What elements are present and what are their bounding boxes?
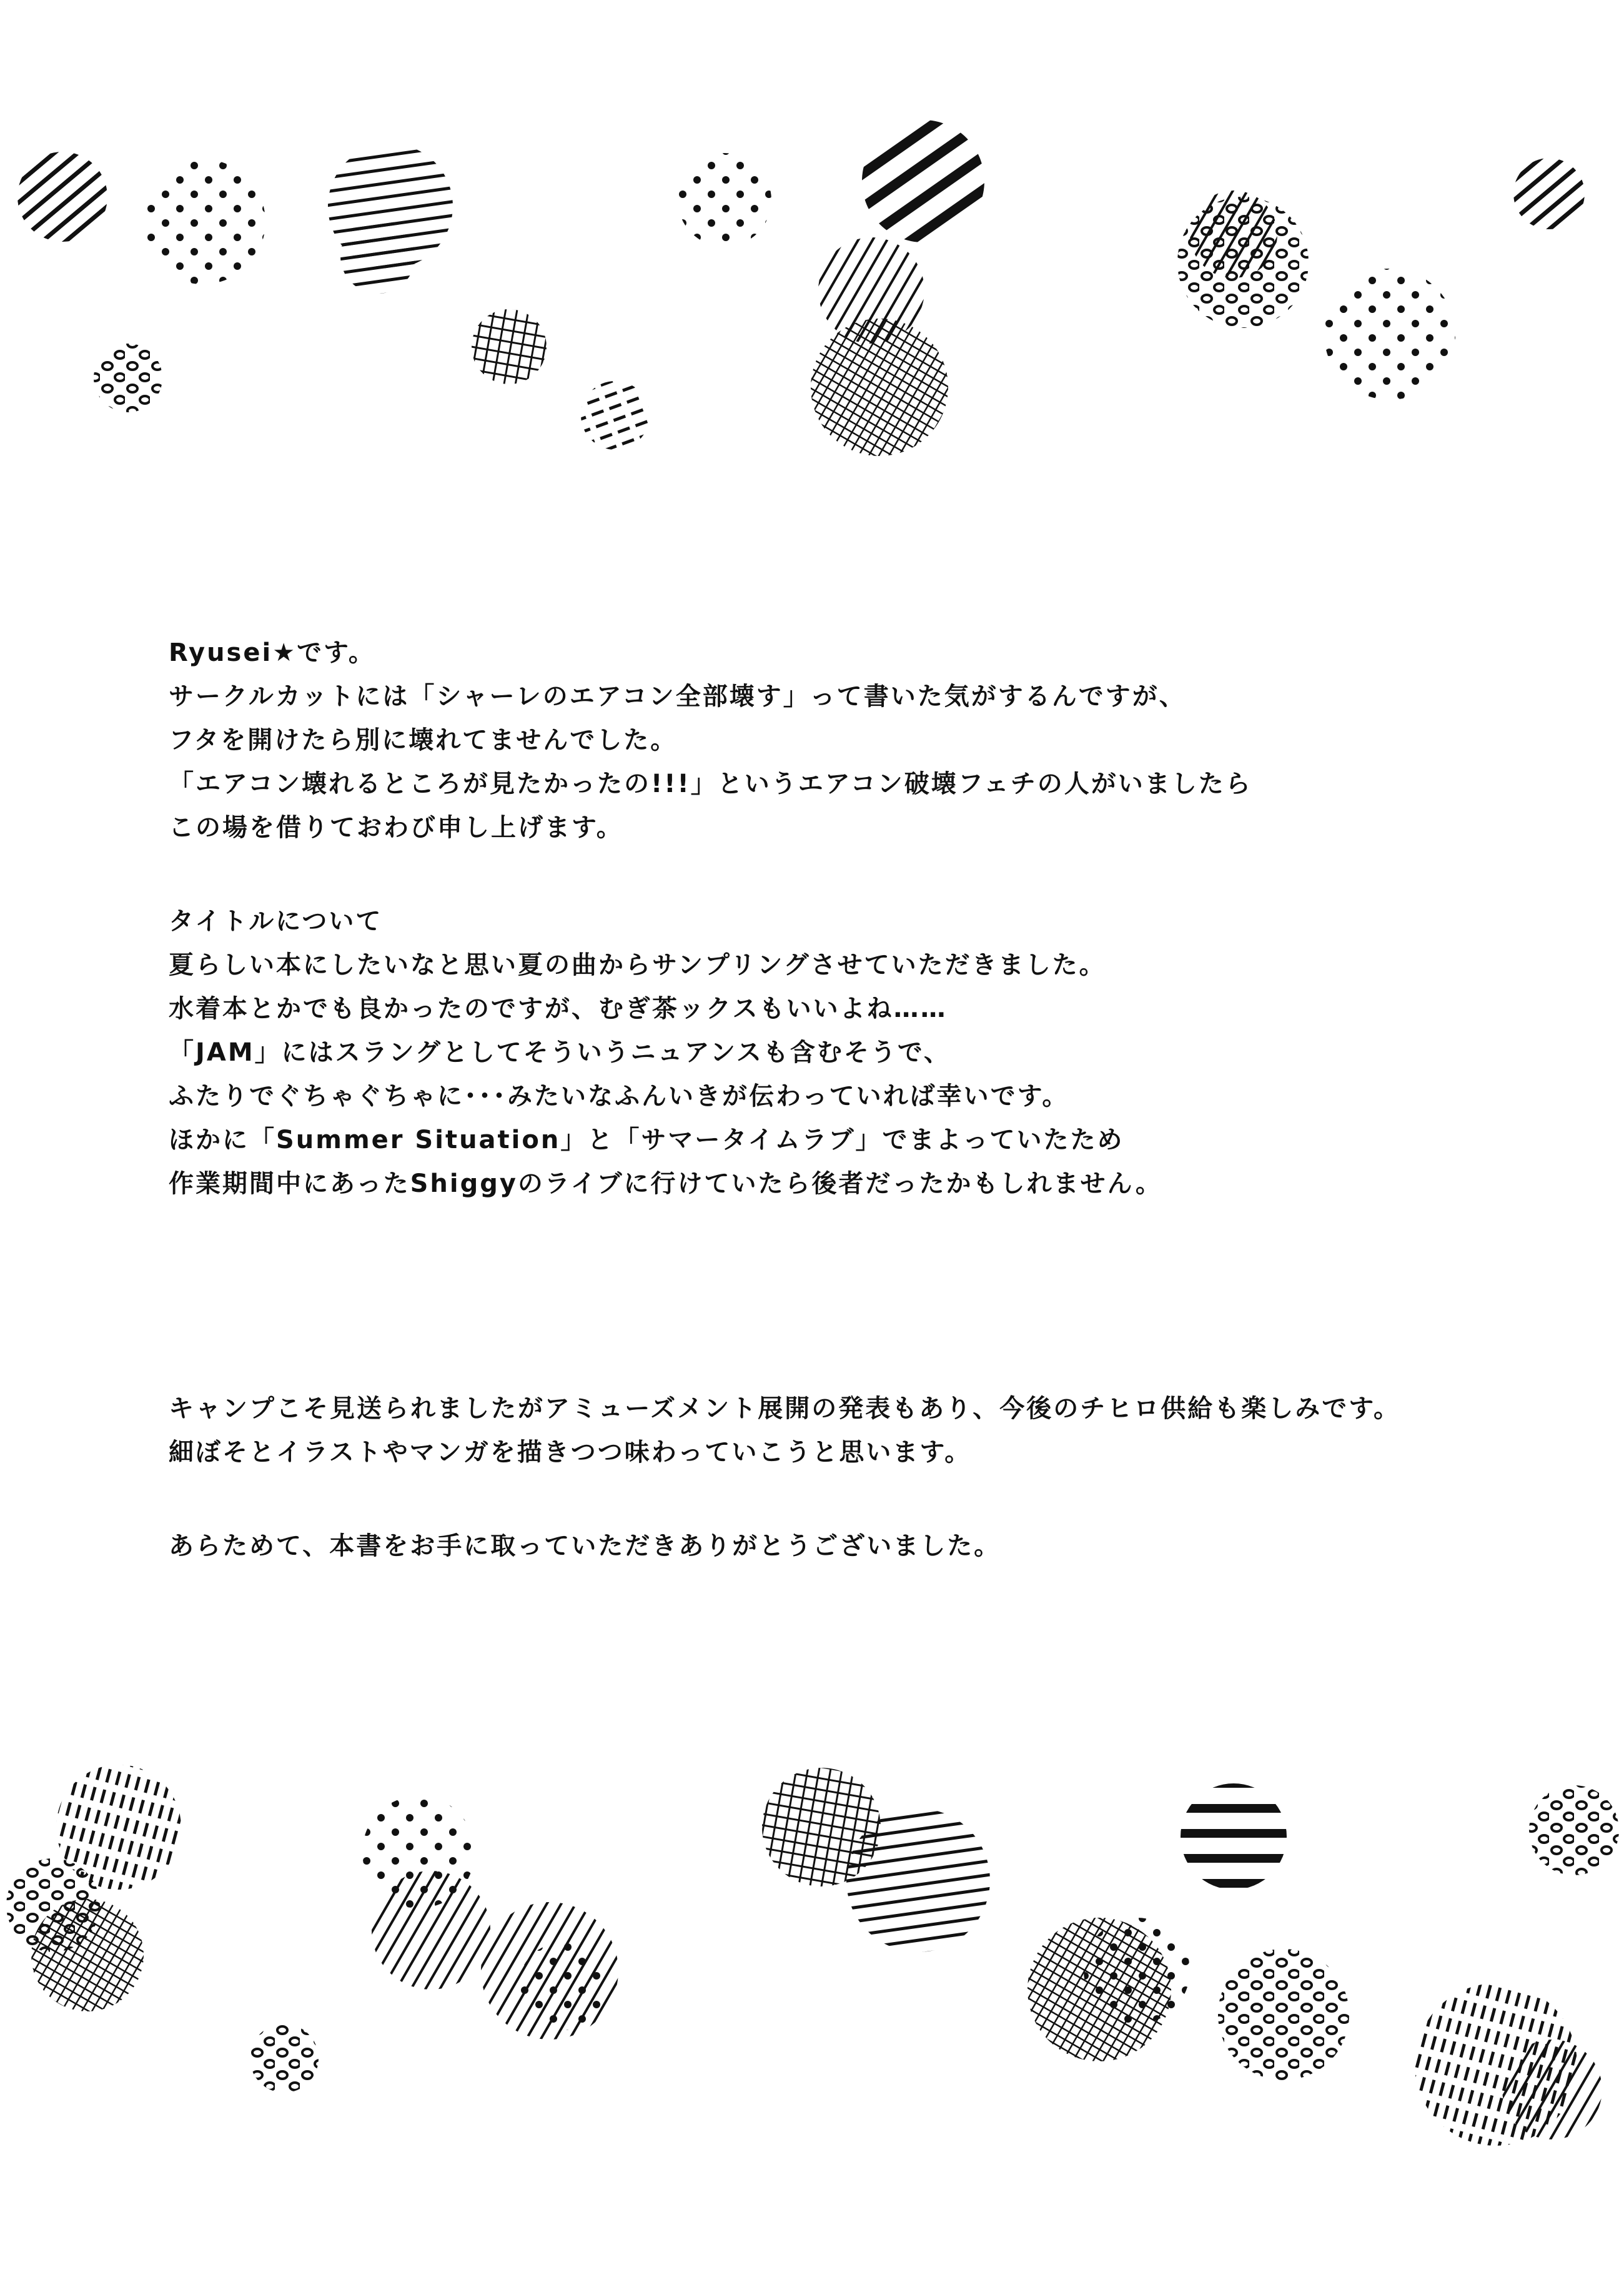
diagonal-hatch-circle xyxy=(1513,158,1585,229)
diagonal-hatch-circle xyxy=(1502,2040,1602,2139)
dotted-circle xyxy=(141,159,265,284)
horizontal-hatch-circle xyxy=(846,1808,990,1952)
closing-line: あらためて、本書をお手に取っていただきありがとうございました。 xyxy=(169,1532,1001,1560)
afterword-line: ほかに「Summer Situation」と「サマータイムラブ」でまよっていたため xyxy=(169,1126,1124,1154)
dotted-circle xyxy=(518,1943,606,2030)
afterword-line: この場を借りておわび申し上げます。 xyxy=(169,813,623,842)
afterword-line: 作業期間中にあったShiggyのライブに行けていたら後者だったかもしれません。 xyxy=(169,1169,1162,1198)
heavy-stripe-circle xyxy=(862,120,984,242)
section-heading: タイトルについて xyxy=(169,907,383,936)
afterword-line: 夏らしい本にしたいなと思い夏の曲からサンプリングさせていただきました。 xyxy=(169,951,1106,979)
afterword-line: 「エアコン壊れるところが見たかったの!!!」というエアコン破壊フェチの人がいましたら xyxy=(169,770,1252,798)
afterword-line: 「JAM」にはスラングとしてそういうニュアンスも含むそうで、 xyxy=(169,1038,951,1067)
dotted-circle xyxy=(678,153,771,247)
crosshatch-circle xyxy=(472,309,547,384)
crosshatch-circle xyxy=(31,1899,144,2011)
ring-dot-circle xyxy=(1529,1785,1619,1875)
afterword-line: フタを開けたら別に壊れてませんでした。 xyxy=(169,726,678,755)
top-decoration xyxy=(17,120,1585,456)
afterword-line: ふたりでぐちゃぐちゃに･･･みたいなふんいきが伝わっていれば幸いです。 xyxy=(169,1082,1069,1111)
heavy-stripe-circle xyxy=(1181,1783,1287,1890)
diagonal-hatch-circle xyxy=(17,152,107,242)
dash-circle xyxy=(581,381,650,450)
afterword-line: 水着本とかでも良かったのですが、むぎ茶ックスもいいよね…… xyxy=(169,994,948,1023)
afterword-line: 細ぼそとイラストやマンガを描きつつ味わっていこうと思います。 xyxy=(169,1438,972,1467)
ring-dot-circle xyxy=(1218,1949,1349,2080)
afterword-line: サークルカットには「シャーレのエアコン全部壊す」って書いた気がするんですが、 xyxy=(169,682,1186,711)
crosshatch-circle xyxy=(811,319,948,456)
bottom-decoration xyxy=(6,1765,1619,2146)
dotted-circle xyxy=(1084,1918,1190,2024)
diagonal-hatch-circle xyxy=(372,1871,490,1990)
afterword-line: キャンプこそ見送られましたがアミューズメント展開の発表もあり、今後のチヒロ供給も楽しみです。 xyxy=(169,1394,1400,1423)
afterword-line: Ryusei★です。 xyxy=(169,638,375,667)
ring-dot-circle xyxy=(94,344,162,412)
dotted-circle xyxy=(1324,269,1455,400)
horizontal-hatch-circle xyxy=(340,219,415,294)
diagonal-hatch-circle xyxy=(1190,191,1277,278)
ring-dot-circle xyxy=(250,2024,319,2093)
